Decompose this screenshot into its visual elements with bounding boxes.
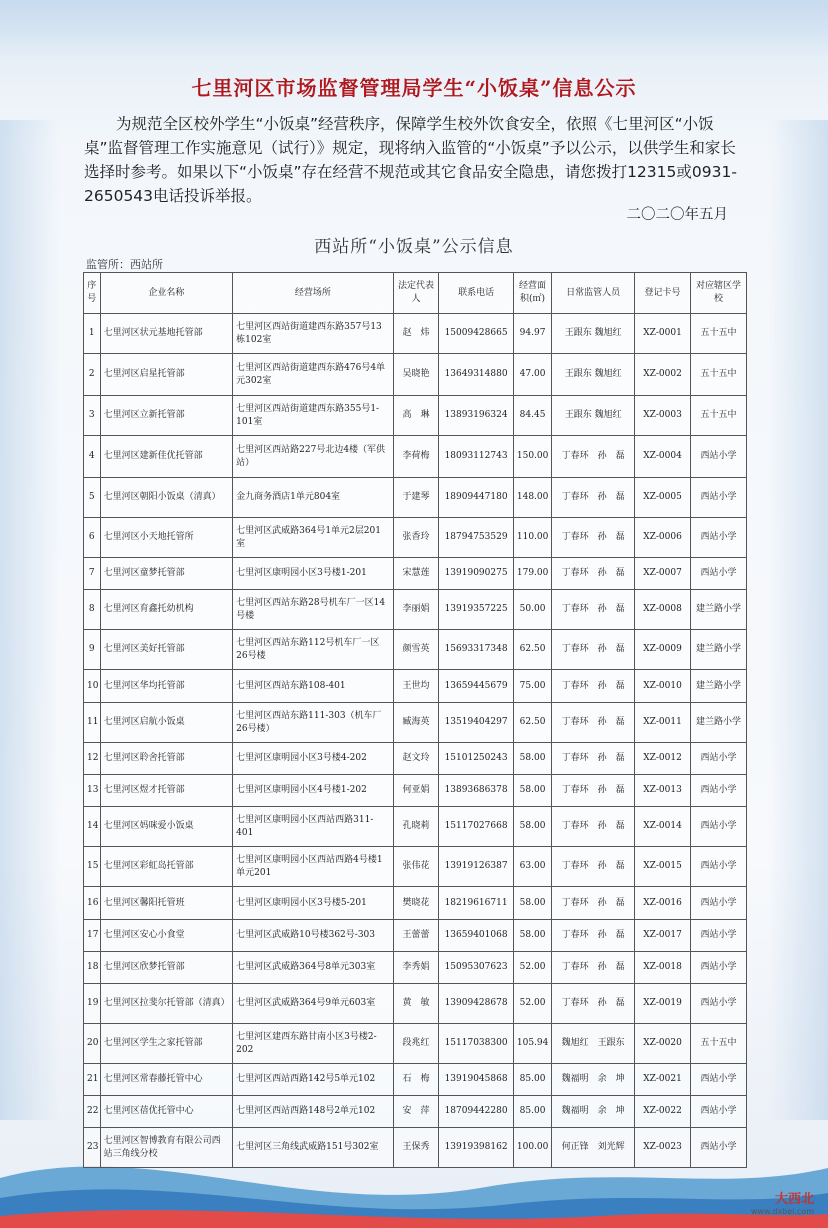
cell-school: 建兰路小学	[691, 670, 747, 703]
cell-area: 85.00	[513, 1064, 551, 1096]
table-row	[84, 436, 747, 478]
cell-area: 52.00	[513, 984, 551, 1024]
cell-card-no: XZ-0016	[635, 887, 691, 920]
table-row	[84, 354, 747, 396]
cell-legal-rep: 黄 敏	[393, 984, 439, 1024]
watermark-logo	[724, 1188, 814, 1218]
cell-legal-rep: 王蕾蕾	[393, 920, 439, 952]
cell-card-no: XZ-0004	[635, 436, 691, 478]
cell-legal-rep: 樊晓花	[393, 887, 439, 920]
cell-legal-rep: 段兆红	[393, 1024, 439, 1064]
cell-school: 五十五中	[691, 354, 747, 396]
cell-name: 七里河区启航小饭桌	[100, 703, 233, 743]
cell-address: 七里河区西站路227号北边4楼（军供站）	[233, 436, 394, 478]
cell-address: 七里河区康明园小区西站西路4号楼1单元201	[233, 847, 394, 887]
cell-area: 58.00	[513, 775, 551, 807]
header-legal-rep: 法定代表人	[393, 273, 439, 314]
cell-card-no: XZ-0021	[635, 1064, 691, 1096]
cell-no: 13	[84, 775, 101, 807]
cell-no: 11	[84, 703, 101, 743]
cell-phone: 15095307623	[439, 952, 514, 984]
cell-card-no: XZ-0013	[635, 775, 691, 807]
cell-name: 七里河区妈咪爱小饭桌	[100, 807, 233, 847]
cell-supervisors: 王跟东 魏旭红	[552, 396, 635, 436]
table-row	[84, 1128, 747, 1168]
cell-no: 23	[84, 1128, 101, 1168]
cell-phone: 13919090275	[439, 558, 514, 590]
cell-supervisors: 何正锋 刘光辉	[552, 1128, 635, 1168]
cell-school: 西站小学	[691, 920, 747, 952]
cell-no: 17	[84, 920, 101, 952]
cell-area: 110.00	[513, 518, 551, 558]
table-row	[84, 670, 747, 703]
cell-phone: 15117038300	[439, 1024, 514, 1064]
cell-school: 五十五中	[691, 1024, 747, 1064]
table-row	[84, 478, 747, 518]
header-school: 对应辖区学校	[691, 273, 747, 314]
cell-supervisors: 魏福明 余 坤	[552, 1096, 635, 1128]
cell-address: 七里河区西站东路111-303（机车厂26号楼）	[233, 703, 394, 743]
cell-area: 50.00	[513, 590, 551, 630]
cell-no: 1	[84, 314, 101, 354]
cell-phone: 13519404297	[439, 703, 514, 743]
cell-school: 五十五中	[691, 396, 747, 436]
cell-name: 七里河区小天地托管所	[100, 518, 233, 558]
cell-card-no: XZ-0003	[635, 396, 691, 436]
cell-area: 62.50	[513, 703, 551, 743]
cell-supervisors: 丁春环 孙 磊	[552, 984, 635, 1024]
cell-phone: 18709442280	[439, 1096, 514, 1128]
cell-name: 七里河区建新佳优托管部	[100, 436, 233, 478]
cell-name: 七里河区拉斐尔托管部（清真）	[100, 984, 233, 1024]
cell-supervisors: 丁春环 孙 磊	[552, 847, 635, 887]
publish-date: 二〇二〇年五月	[626, 207, 728, 223]
cell-supervisors: 魏福明 余 坤	[552, 1064, 635, 1096]
table-row	[84, 558, 747, 590]
cell-supervisors: 魏旭红 王跟东	[552, 1024, 635, 1064]
cell-card-no: XZ-0017	[635, 920, 691, 952]
cell-area: 84.45	[513, 396, 551, 436]
cell-phone: 18219616711	[439, 887, 514, 920]
watermark-url: www.dxbei.com	[750, 1207, 814, 1216]
cell-supervisors: 丁春环 孙 磊	[552, 807, 635, 847]
cell-legal-rep: 赵文玲	[393, 743, 439, 775]
cell-name: 七里河区华均托管部	[100, 670, 233, 703]
cell-address: 七里河区西站街道建西东路357号13栋102室	[233, 314, 394, 354]
cell-card-no: XZ-0023	[635, 1128, 691, 1168]
cell-address: 七里河区西站东路28号机车厂一区14号楼	[233, 590, 394, 630]
cell-phone: 13909428678	[439, 984, 514, 1024]
office-label: 监管所：西站所	[86, 258, 163, 271]
cell-legal-rep: 吴晓艳	[393, 354, 439, 396]
cell-legal-rep: 李丽娟	[393, 590, 439, 630]
cell-phone: 13659401068	[439, 920, 514, 952]
cell-legal-rep: 王保秀	[393, 1128, 439, 1168]
cell-address: 七里河区建西东路甘南小区3号楼2-202	[233, 1024, 394, 1064]
cell-phone: 13919398162	[439, 1128, 514, 1168]
cell-legal-rep: 石 梅	[393, 1064, 439, 1096]
page-title: 七里河区市场监督管理局学生“小饭桌”信息公示	[191, 76, 637, 100]
cell-school: 建兰路小学	[691, 703, 747, 743]
cell-name: 七里河区常春藤托管中心	[100, 1064, 233, 1096]
table-body	[84, 314, 747, 1168]
cell-supervisors: 丁春环 孙 磊	[552, 590, 635, 630]
cell-address: 七里河区武威路364号8单元303室	[233, 952, 394, 984]
cell-card-no: XZ-0022	[635, 1096, 691, 1128]
left-decoration	[0, 120, 60, 1120]
cell-no: 18	[84, 952, 101, 984]
cell-supervisors: 丁春环 孙 磊	[552, 743, 635, 775]
cell-legal-rep: 张香玲	[393, 518, 439, 558]
cell-address: 七里河区康明园小区3号楼1-201	[233, 558, 394, 590]
cell-supervisors: 丁春环 孙 磊	[552, 703, 635, 743]
cell-area: 58.00	[513, 920, 551, 952]
table-row	[84, 984, 747, 1024]
cell-area: 58.00	[513, 743, 551, 775]
cell-no: 8	[84, 590, 101, 630]
table-row	[84, 1024, 747, 1064]
cell-address: 七里河区西站东路112号机车厂一区26号楼	[233, 630, 394, 670]
cell-supervisors: 丁春环 孙 磊	[552, 630, 635, 670]
cell-phone: 13919045868	[439, 1064, 514, 1096]
right-decoration	[768, 120, 828, 1120]
cell-no: 2	[84, 354, 101, 396]
cell-school: 五十五中	[691, 314, 747, 354]
cell-legal-rep: 赵 炜	[393, 314, 439, 354]
cell-supervisors: 王跟东 魏旭红	[552, 314, 635, 354]
cell-no: 22	[84, 1096, 101, 1128]
cell-school: 西站小学	[691, 1064, 747, 1096]
header-phone: 联系电话	[439, 273, 514, 314]
cell-school: 建兰路小学	[691, 630, 747, 670]
cell-legal-rep: 李秀娟	[393, 952, 439, 984]
cell-address: 七里河区武威路364号1单元2层201室	[233, 518, 394, 558]
cell-card-no: XZ-0006	[635, 518, 691, 558]
cell-no: 12	[84, 743, 101, 775]
header-address: 经营场所	[233, 273, 394, 314]
cell-legal-rep: 王世均	[393, 670, 439, 703]
cell-school: 西站小学	[691, 952, 747, 984]
cell-no: 15	[84, 847, 101, 887]
cell-phone: 15117027668	[439, 807, 514, 847]
cell-card-no: XZ-0008	[635, 590, 691, 630]
cell-name: 七里河区美好托管部	[100, 630, 233, 670]
cell-area: 63.00	[513, 847, 551, 887]
cell-name: 七里河区启星托管部	[100, 354, 233, 396]
cell-no: 5	[84, 478, 101, 518]
cell-card-no: XZ-0011	[635, 703, 691, 743]
cell-no: 14	[84, 807, 101, 847]
cell-phone: 13893686378	[439, 775, 514, 807]
cell-school: 西站小学	[691, 436, 747, 478]
cell-card-no: XZ-0005	[635, 478, 691, 518]
cell-school: 西站小学	[691, 1128, 747, 1168]
watermark-text: 大西北	[774, 1192, 814, 1207]
table-row	[84, 630, 747, 670]
table-row	[84, 775, 747, 807]
cell-legal-rep: 何亚娟	[393, 775, 439, 807]
cell-phone: 18909447180	[439, 478, 514, 518]
cell-legal-rep: 李荷梅	[393, 436, 439, 478]
cell-card-no: XZ-0002	[635, 354, 691, 396]
cell-legal-rep: 安 萍	[393, 1096, 439, 1128]
cell-address: 七里河区三角线武威路151号302室	[233, 1128, 394, 1168]
header-area: 经营面积(㎡)	[513, 273, 551, 314]
cell-school: 西站小学	[691, 847, 747, 887]
header-no: 序号	[84, 273, 101, 314]
cell-address: 七里河区西站街道建西东路476号4单元302室	[233, 354, 394, 396]
cell-name: 七里河区童梦托管部	[100, 558, 233, 590]
table-row	[84, 590, 747, 630]
cell-address: 七里河区康明园小区西站西路311-401	[233, 807, 394, 847]
cell-no: 9	[84, 630, 101, 670]
top-decoration	[0, 0, 828, 60]
cell-card-no: XZ-0019	[635, 984, 691, 1024]
cell-name: 七里河区欣梦托管部	[100, 952, 233, 984]
cell-card-no: XZ-0007	[635, 558, 691, 590]
cell-area: 75.00	[513, 670, 551, 703]
cell-name: 七里河区煜才托管部	[100, 775, 233, 807]
cell-supervisors: 王跟东 魏旭红	[552, 354, 635, 396]
cell-school: 建兰路小学	[691, 590, 747, 630]
cell-supervisors: 丁春环 孙 磊	[552, 478, 635, 518]
table-header-row	[84, 273, 747, 314]
cell-supervisors: 丁春环 孙 磊	[552, 436, 635, 478]
cell-phone: 18093112743	[439, 436, 514, 478]
cell-school: 西站小学	[691, 887, 747, 920]
cell-phone: 13919126387	[439, 847, 514, 887]
cell-address: 七里河区西站西路148号2单元102	[233, 1096, 394, 1128]
cell-legal-rep: 高 琳	[393, 396, 439, 436]
cell-phone: 13659445679	[439, 670, 514, 703]
table-row	[84, 518, 747, 558]
cell-card-no: XZ-0018	[635, 952, 691, 984]
cell-address: 七里河区西站东路108-401	[233, 670, 394, 703]
cell-school: 西站小学	[691, 807, 747, 847]
cell-phone: 13893196324	[439, 396, 514, 436]
cell-no: 10	[84, 670, 101, 703]
cell-area: 148.00	[513, 478, 551, 518]
cell-supervisors: 丁春环 孙 磊	[552, 670, 635, 703]
table-row	[84, 887, 747, 920]
cell-area: 94.97	[513, 314, 551, 354]
cell-phone: 13919357225	[439, 590, 514, 630]
info-table	[83, 272, 747, 1168]
cell-address: 七里河区武威路364号9单元603室	[233, 984, 394, 1024]
cell-name: 七里河区安心小食堂	[100, 920, 233, 952]
table-row	[84, 807, 747, 847]
cell-card-no: XZ-0001	[635, 314, 691, 354]
cell-name: 七里河区立新托管部	[100, 396, 233, 436]
cell-card-no: XZ-0014	[635, 807, 691, 847]
cell-address: 七里河区康明园小区3号楼4-202	[233, 743, 394, 775]
cell-supervisors: 丁春环 孙 磊	[552, 952, 635, 984]
cell-school: 西站小学	[691, 558, 747, 590]
cell-phone: 15101250243	[439, 743, 514, 775]
table-row	[84, 847, 747, 887]
cell-no: 3	[84, 396, 101, 436]
cell-address: 七里河区康明园小区3号楼5-201	[233, 887, 394, 920]
intro-paragraph: 为规范全区校外学生“小饭桌”经营秩序，保障学生校外饮食安全，依照《七里河区“小饭桌”监督管理工作实施意见（试行）》规定，现将纳入监管的“小饭桌”予以公示，以供学生和家长选择时参考。如果以下“小饭桌”存在经营不规范或其它食品安全隐患，请您拨打12315或0931-2650543电话投诉举报。	[84, 115, 737, 205]
header-supervisors: 日常监管人员	[552, 273, 635, 314]
cell-name: 七里河区朝阳小饭桌（清真）	[100, 478, 233, 518]
table-row	[84, 920, 747, 952]
cell-school: 西站小学	[691, 518, 747, 558]
cell-name: 七里河区学生之家托管部	[100, 1024, 233, 1064]
cell-no: 16	[84, 887, 101, 920]
table-row	[84, 314, 747, 354]
cell-supervisors: 丁春环 孙 磊	[552, 775, 635, 807]
cell-no: 21	[84, 1064, 101, 1096]
cell-legal-rep: 颜雪英	[393, 630, 439, 670]
cell-area: 47.00	[513, 354, 551, 396]
cell-phone: 13649314880	[439, 354, 514, 396]
table-row	[84, 1064, 747, 1096]
cell-legal-rep: 孔晓莉	[393, 807, 439, 847]
cell-no: 4	[84, 436, 101, 478]
cell-no: 20	[84, 1024, 101, 1064]
cell-phone: 15009428665	[439, 314, 514, 354]
cell-card-no: XZ-0015	[635, 847, 691, 887]
cell-address: 七里河区西站西路142号5单元102	[233, 1064, 394, 1096]
cell-address: 金九商务酒店1单元804室	[233, 478, 394, 518]
header-name: 企业名称	[100, 273, 233, 314]
table-row	[84, 396, 747, 436]
cell-card-no: XZ-0009	[635, 630, 691, 670]
cell-name: 七里河区聆舍托管部	[100, 743, 233, 775]
cell-supervisors: 丁春环 孙 磊	[552, 558, 635, 590]
cell-area: 62.50	[513, 630, 551, 670]
cell-card-no: XZ-0010	[635, 670, 691, 703]
cell-address: 七里河区康明园小区4号楼1-202	[233, 775, 394, 807]
table-row	[84, 703, 747, 743]
cell-legal-rep: 于建琴	[393, 478, 439, 518]
cell-name: 七里河区蓓优托管中心	[100, 1096, 233, 1128]
cell-phone: 18794753529	[439, 518, 514, 558]
cell-supervisors: 丁春环 孙 磊	[552, 518, 635, 558]
cell-school: 西站小学	[691, 775, 747, 807]
cell-card-no: XZ-0012	[635, 743, 691, 775]
cell-address: 七里河区西站街道建西东路355号1-101室	[233, 396, 394, 436]
cell-school: 西站小学	[691, 1096, 747, 1128]
cell-school: 西站小学	[691, 984, 747, 1024]
cell-area: 150.00	[513, 436, 551, 478]
cell-supervisors: 丁春环 孙 磊	[552, 887, 635, 920]
cell-area: 58.00	[513, 807, 551, 847]
cell-area: 58.00	[513, 887, 551, 920]
cell-area: 85.00	[513, 1096, 551, 1128]
cell-legal-rep: 张伟花	[393, 847, 439, 887]
table-subtitle: 西站所“小饭桌”公示信息	[314, 237, 514, 257]
cell-supervisors: 丁春环 孙 磊	[552, 920, 635, 952]
cell-name: 七里河区状元基地托管部	[100, 314, 233, 354]
cell-area: 52.00	[513, 952, 551, 984]
cell-legal-rep: 宋慧莲	[393, 558, 439, 590]
cell-area: 179.00	[513, 558, 551, 590]
cell-card-no: XZ-0020	[635, 1024, 691, 1064]
table-row	[84, 1096, 747, 1128]
cell-school: 西站小学	[691, 743, 747, 775]
cell-address: 七里河区武威路10号楼362号-303	[233, 920, 394, 952]
cell-no: 7	[84, 558, 101, 590]
cell-no: 19	[84, 984, 101, 1024]
cell-phone: 15693317348	[439, 630, 514, 670]
cell-name: 七里河区彩虹岛托管部	[100, 847, 233, 887]
cell-name: 七里河区育鑫托幼机构	[100, 590, 233, 630]
cell-name: 七里河区智博教育有限公司西站三角线分校	[100, 1128, 233, 1168]
cell-area: 100.00	[513, 1128, 551, 1168]
cell-legal-rep: 臧海英	[393, 703, 439, 743]
cell-school: 西站小学	[691, 478, 747, 518]
cell-no: 6	[84, 518, 101, 558]
table-row	[84, 952, 747, 984]
cell-name: 七里河区馨阳托管班	[100, 887, 233, 920]
cell-area: 105.94	[513, 1024, 551, 1064]
header-card-no: 登记卡号	[635, 273, 691, 314]
table-row	[84, 743, 747, 775]
